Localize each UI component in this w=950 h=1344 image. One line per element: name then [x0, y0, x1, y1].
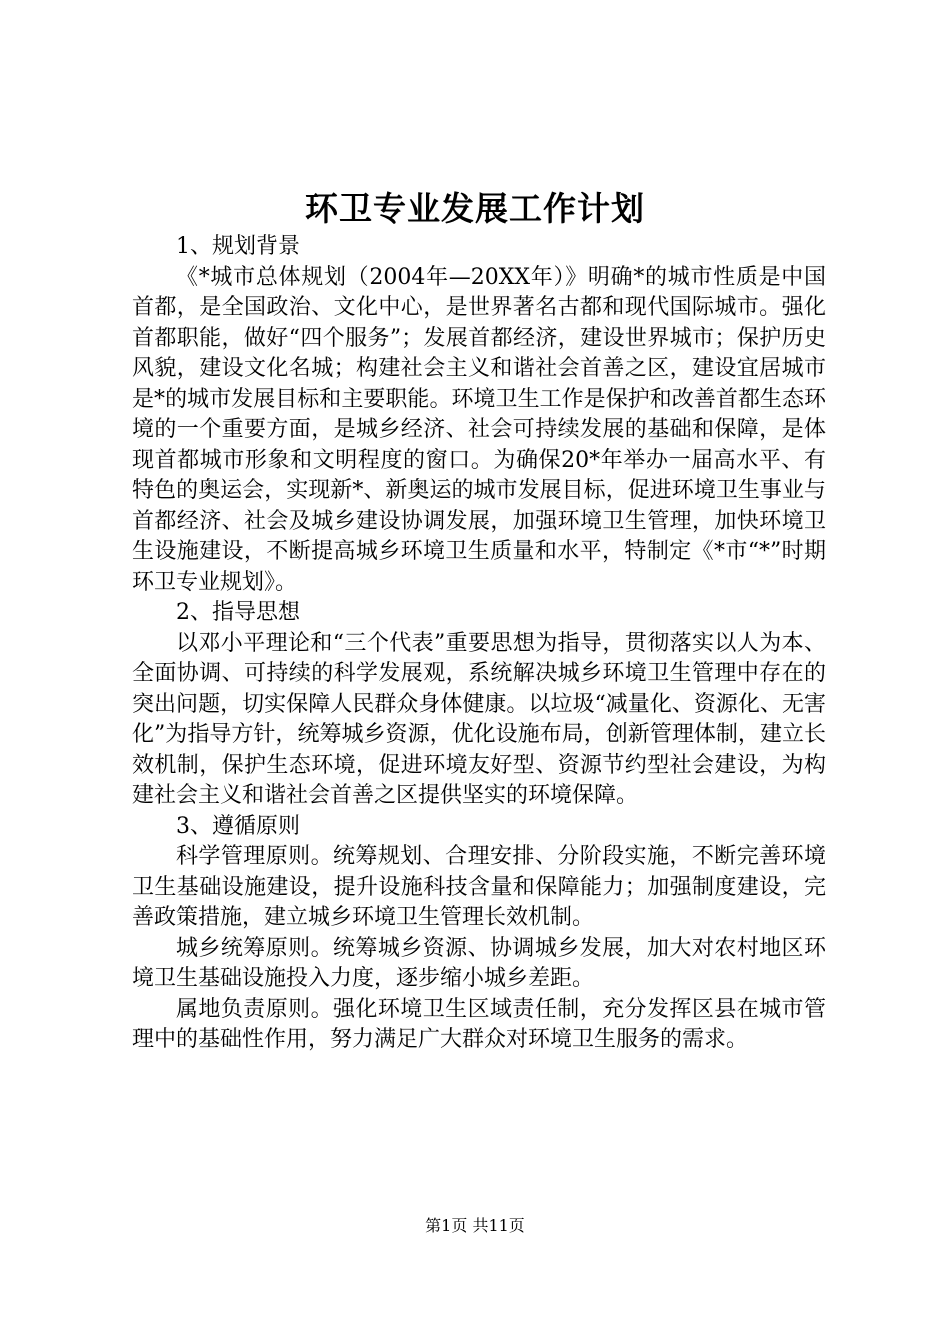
document-title: 环卫专业发展工作计划 [305, 189, 645, 228]
paragraph-urban-rural: 城乡统筹原则。统筹城乡资源、协调城乡发展，加大对农村地区环境卫生基础设施投入力度，逐步缩小城乡差距。 [132, 935, 826, 991]
paragraph-scientific-management: 科学管理原则。统筹规划、合理安排、分阶段实施，不断完善环境卫生基础设施建设，提升设施科技含量和保障能力；加强制度建设，完善政策措施，建立城乡环境卫生管理长效机制。 [132, 844, 826, 930]
section-heading-principles: 3、遵循原则 [176, 813, 300, 839]
page-footer: 第1页 共11页 [425, 1216, 525, 1235]
document-body [132, 232, 826, 1056]
section-heading-guiding-ideology: 2、指导思想 [176, 600, 300, 625]
paragraph-guiding-ideology: 以邓小平理论和“三个代表”重要思想为指导，贯彻落实以人为本、全面协调、可持续的科学发展观，系统解决城乡环境卫生管理中存在的突出问题，切实保障人民群众身体健康。以垃圾“减量化、资源化、无害化”为指导方针，统筹城乡资源，优化设施布局，创新管理体制，建立长效机制，保护生态环境，促进环境友好型、资源节约型社会建设，为构建社会主义和谐社会首善之区提供坚实的环境保障。 [132, 630, 826, 808]
section-heading-background: 1、规划背景 [176, 234, 300, 259]
paragraph-background: 《*城市总体规划（2004年—20XX年）》明确*的城市性质是中国首都，是全国政治、文化中心，是世界著名古都和现代国际城市。强化首都职能，做好“四个服务”；发展首都经济，建设世界城市；保护历史风貌，建设文化名城；构建社会主义和谐社会首善之区，建设宜居城市是*的城市发展目标和主要职能。环境卫生工作是保护和改善首都生态环境的一个重要方面，是城乡经济、社会可持续发展的基础和保障，是体现首都城市形象和文明程度的窗口。为确保20*年举办一届高水平、有特色的奥运会，实现新*、新奥运的城市发展目标，促进环境卫生事业与首都经济、社会及城乡建设协调发展，加强环境卫生管理，加快环境卫生设施建设，不断提高城乡环境卫生质量和水平，特制定《*市“*”时期环卫专业规划》。 [132, 264, 826, 595]
paragraph-territorial: 属地负责原则。强化环境卫生区域责任制，充分发挥区县在城市管理中的基础性作用，努力满足广大群众对环境卫生服务的需求。 [132, 996, 826, 1052]
